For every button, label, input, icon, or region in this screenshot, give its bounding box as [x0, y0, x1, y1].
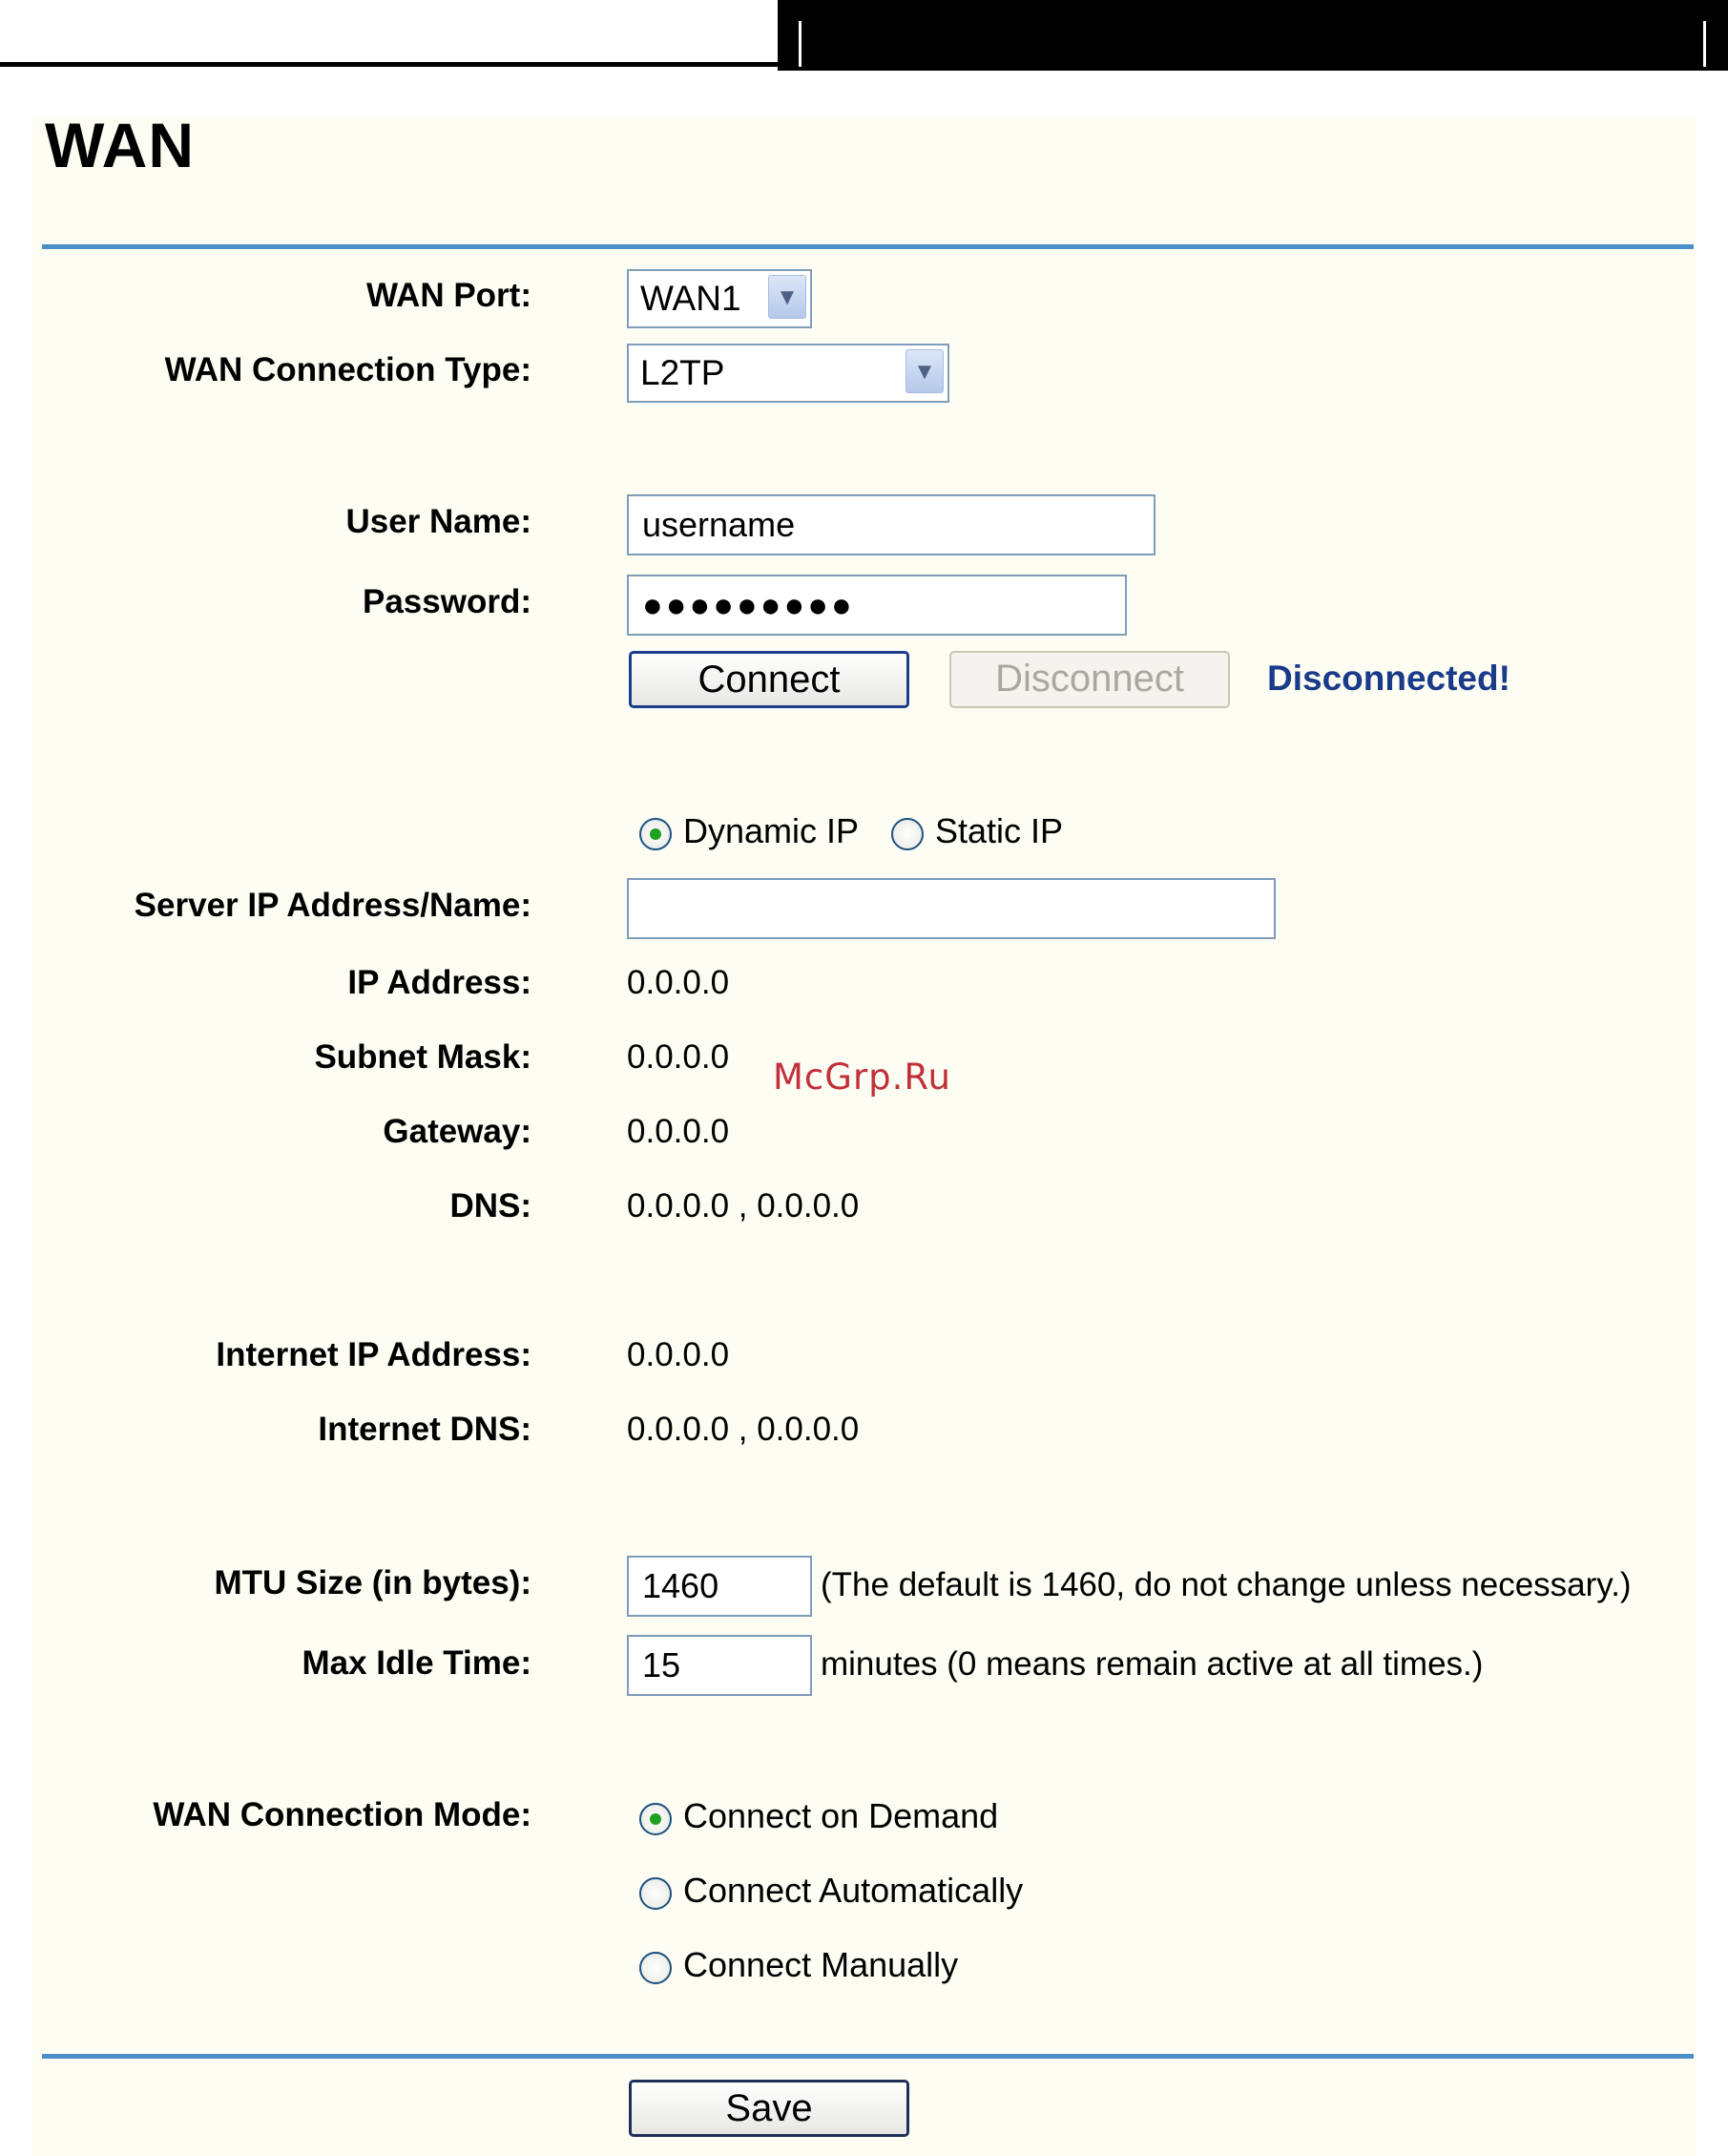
page-title: WAN	[45, 110, 195, 180]
disconnect-button[interactable]: Disconnect	[949, 651, 1230, 708]
server-ip-label: Server IP Address/Name:	[134, 887, 531, 924]
connect-on-demand-radio[interactable]	[639, 1803, 672, 1835]
mtu-note: (The default is 1460, do not change unless necessary.)	[821, 1566, 1632, 1603]
subnet-mask-label: Subnet Mask:	[314, 1038, 531, 1076]
connect-automatically-radio[interactable]	[639, 1877, 672, 1910]
gateway-label: Gateway:	[383, 1113, 531, 1150]
internet-dns-value: 0.0.0.0 , 0.0.0.0	[627, 1411, 860, 1448]
max-idle-note: minutes (0 means remain active at all times.)	[821, 1645, 1484, 1683]
connect-manually-radio[interactable]	[639, 1952, 672, 1984]
user-name-input[interactable]: username	[627, 494, 1155, 555]
wan-port-select[interactable]	[627, 269, 812, 328]
static-ip-label: Static IP	[935, 811, 1064, 850]
chevron-down-icon[interactable]: ▼	[906, 349, 944, 393]
internet-ip-label: Internet IP Address:	[216, 1336, 531, 1373]
divider-bottom	[42, 2054, 1694, 2059]
max-idle-input[interactable]: 15	[627, 1635, 812, 1696]
connect-on-demand-label: Connect on Demand	[683, 1796, 999, 1835]
connect-manually-label: Connect Manually	[683, 1945, 959, 1984]
dns-label: DNS:	[449, 1187, 531, 1225]
subnet-mask-value: 0.0.0.0	[627, 1038, 730, 1076]
content-panel	[31, 116, 1697, 2156]
max-idle-label: Max Idle Time:	[302, 1644, 531, 1682]
connection-type-value: L2TP	[640, 353, 725, 392]
ip-address-label: IP Address:	[347, 964, 531, 1001]
user-name-label: User Name:	[345, 503, 531, 540]
chevron-down-icon[interactable]: ▼	[768, 275, 806, 319]
wan-port-value: WAN1	[640, 279, 741, 318]
connect-automatically-label: Connect Automatically	[683, 1871, 1024, 1910]
mtu-label: MTU Size (in bytes):	[214, 1564, 531, 1601]
server-ip-input[interactable]	[627, 878, 1276, 939]
connection-type-label: WAN Connection Type:	[164, 351, 531, 388]
connection-status: Disconnected!	[1267, 659, 1510, 698]
top-bar-tick	[799, 21, 802, 67]
gateway-value: 0.0.0.0	[627, 1113, 730, 1150]
ip-address-value: 0.0.0.0	[627, 964, 730, 1001]
internet-ip-value: 0.0.0.0	[627, 1336, 730, 1373]
mtu-input[interactable]: 1460	[627, 1556, 812, 1617]
password-label: Password:	[363, 583, 531, 620]
dynamic-ip-label: Dynamic IP	[683, 811, 860, 850]
watermark: McGrp.Ru	[773, 1057, 951, 1098]
top-bar-left	[0, 0, 778, 67]
static-ip-radio[interactable]	[891, 818, 924, 850]
divider-top	[42, 244, 1694, 249]
internet-dns-label: Internet DNS:	[318, 1411, 531, 1448]
password-input[interactable]: ●●●●●●●●●	[627, 575, 1127, 636]
connection-mode-label: WAN Connection Mode:	[153, 1796, 531, 1833]
top-bar-tick	[1703, 21, 1706, 67]
dynamic-ip-radio[interactable]	[639, 818, 672, 850]
dns-value: 0.0.0.0 , 0.0.0.0	[627, 1187, 860, 1225]
connect-button[interactable]: Connect	[629, 651, 909, 708]
top-bar-right	[778, 0, 1728, 71]
wan-port-label: WAN Port:	[365, 277, 531, 314]
connection-type-select[interactable]	[627, 344, 949, 403]
save-button[interactable]: Save	[629, 2080, 909, 2137]
